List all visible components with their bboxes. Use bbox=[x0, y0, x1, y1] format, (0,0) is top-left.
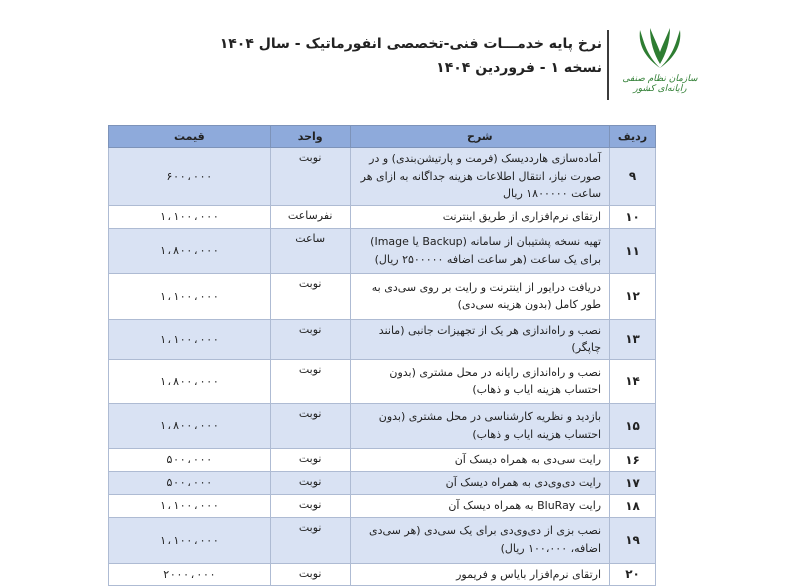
row-index: ۱۷ bbox=[610, 471, 656, 494]
document-title: نرخ پایه خدمـــات فنی-تخصصی انفورماتیک - سال ۱۴۰۴ bbox=[219, 36, 602, 52]
row-index: ۱۳ bbox=[610, 319, 656, 359]
row-price: ۱،۱۰۰،۰۰۰ bbox=[109, 205, 271, 228]
table-row bbox=[109, 563, 656, 586]
row-unit: نوبت bbox=[270, 517, 350, 563]
row-index: ۹ bbox=[610, 148, 656, 206]
row-index: ۱۰ bbox=[610, 205, 656, 228]
row-description: تهیه نسخه پشتیبان از سامانه (Backup یا Image) برای یک ساعت (هر ساعت اضافه ۲۵۰۰۰۰۰ ریال) bbox=[350, 228, 609, 273]
table-row bbox=[109, 273, 656, 319]
row-unit: نفرساعت bbox=[270, 205, 350, 228]
table-row bbox=[109, 205, 656, 228]
row-unit: نوبت bbox=[270, 319, 350, 359]
row-description: نصب و راه‌اندازی رایانه در محل مشتری (بدون احتساب هزینه ایاب و ذهاب) bbox=[350, 359, 609, 403]
header-divider bbox=[607, 30, 609, 100]
table-row bbox=[109, 403, 656, 448]
row-price: ۶۰۰،۰۰۰ bbox=[109, 148, 271, 206]
row-description: نصب و راه‌اندازی هر یک از تجهیزات جانبی (مانند چاپگر) bbox=[350, 319, 609, 359]
row-unit: نوبت bbox=[270, 471, 350, 494]
row-description: رایت BluRay به همراه دیسک آن bbox=[350, 494, 609, 517]
table-row bbox=[109, 228, 656, 273]
row-description: دریافت درایور از اینترنت و رایت بر روی سی‌دی به طور کامل (بدون هزینه سی‌دی) bbox=[350, 273, 609, 319]
row-index: ۱۹ bbox=[610, 517, 656, 563]
row-unit: نوبت bbox=[270, 273, 350, 319]
row-index: ۱۶ bbox=[610, 448, 656, 471]
row-price: ۱،۱۰۰،۰۰۰ bbox=[109, 273, 271, 319]
header-price: قیمت bbox=[109, 126, 271, 148]
row-description: نصب بزی از دی‌وی‌دی برای یک سی‌دی (هر سی‌دی اضافه، ۱۰۰،۰۰۰ ریال) bbox=[350, 517, 609, 563]
row-price: ۱،۱۰۰،۰۰۰ bbox=[109, 517, 271, 563]
row-description: بازدید و نظریه کارشناسی در محل مشتری (بدون احتساب هزینه ایاب و ذهاب) bbox=[350, 403, 609, 448]
table-header-row bbox=[109, 126, 656, 148]
price-table bbox=[108, 125, 656, 586]
logo-emblem-icon bbox=[634, 24, 686, 72]
row-index: ۱۵ bbox=[610, 403, 656, 448]
row-description: ارتقای نرم‌افزار بایاس و فریمور bbox=[350, 563, 609, 586]
row-unit: نوبت bbox=[270, 359, 350, 403]
title-block bbox=[220, 36, 602, 76]
document-header bbox=[0, 0, 800, 110]
row-index: ۱۸ bbox=[610, 494, 656, 517]
row-price: ۱،۱۰۰،۰۰۰ bbox=[109, 319, 271, 359]
row-index: ۱۱ bbox=[610, 228, 656, 273]
row-price: ۵۰۰،۰۰۰ bbox=[109, 448, 271, 471]
row-index: ۱۴ bbox=[610, 359, 656, 403]
table-row bbox=[109, 319, 656, 359]
table-row bbox=[109, 448, 656, 471]
row-unit: نوبت bbox=[270, 494, 350, 517]
header-description: شرح bbox=[350, 126, 609, 148]
row-price: ۲۰۰۰،۰۰۰ bbox=[109, 563, 271, 586]
row-description: رایت سی‌دی به همراه دیسک آن bbox=[350, 448, 609, 471]
table-row bbox=[109, 517, 656, 563]
header-index: ردیف bbox=[610, 126, 656, 148]
table-row bbox=[109, 494, 656, 517]
document-version: نسخه ۱ - فروردین ۱۴۰۴ bbox=[436, 60, 602, 76]
row-price: ۵۰۰،۰۰۰ bbox=[109, 471, 271, 494]
row-description: آماده‌سازی هارددیسک (فرمت و پارتیشن‌بندی) و در صورت نیاز، انتقال اطلاعات هزینه جداگانه به ازای هر ساعت ۱۸۰۰۰۰۰ ریال bbox=[350, 148, 609, 206]
organization-logo bbox=[620, 24, 700, 94]
row-unit: نوبت bbox=[270, 448, 350, 471]
table-row bbox=[109, 148, 656, 206]
row-description: رایت دی‌وی‌دی به همراه دیسک آن bbox=[350, 471, 609, 494]
row-price: ۱،۸۰۰،۰۰۰ bbox=[109, 403, 271, 448]
row-index: ۱۲ bbox=[610, 273, 656, 319]
row-unit: ساعت bbox=[270, 228, 350, 273]
row-unit: نوبت bbox=[270, 148, 350, 206]
header-unit: واحد bbox=[270, 126, 350, 148]
row-description: ارتقای نرم‌افزاری از طریق اینترنت bbox=[350, 205, 609, 228]
row-unit: نوبت bbox=[270, 403, 350, 448]
row-index: ۲۰ bbox=[610, 563, 656, 586]
row-price: ۱،۸۰۰،۰۰۰ bbox=[109, 359, 271, 403]
table-row bbox=[109, 471, 656, 494]
table-row bbox=[109, 359, 656, 403]
row-price: ۱،۸۰۰،۰۰۰ bbox=[109, 228, 271, 273]
row-unit: نوبت bbox=[270, 563, 350, 586]
row-price: ۱،۱۰۰،۰۰۰ bbox=[109, 494, 271, 517]
logo-caption: سازمان نظام صنفی رایانه‌ای کشور bbox=[622, 74, 698, 94]
